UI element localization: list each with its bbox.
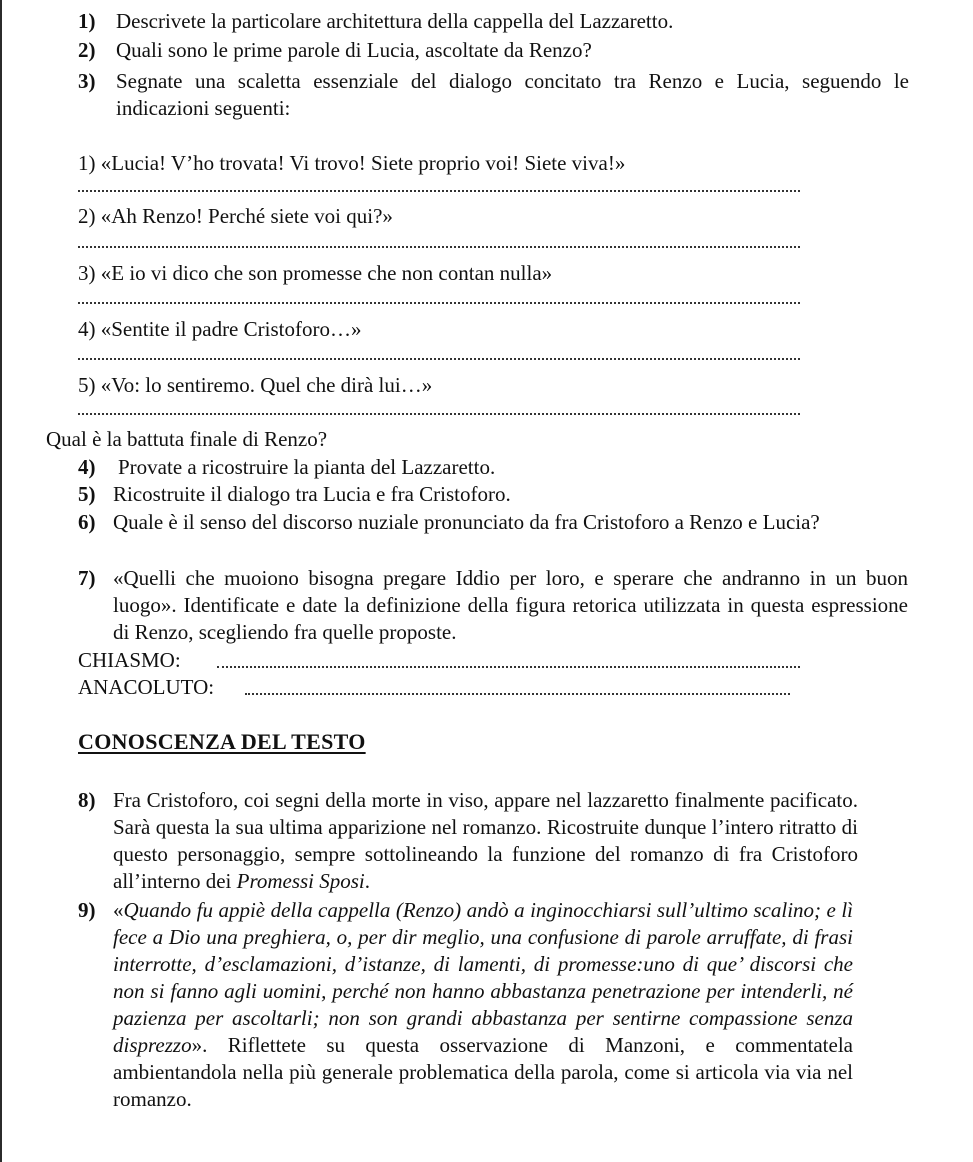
q2-text: Quali sono le prime parole di Lucia, ascoltate da Renzo?	[116, 38, 592, 62]
answer-line[interactable]	[78, 302, 800, 304]
dialogue-number: 5)	[78, 373, 96, 397]
dialogue-quote: «E io vi dico che son promesse che non contan nulla»	[100, 261, 553, 285]
dialogue-quote: «Ah Renzo! Perché siete voi qui?»	[100, 204, 393, 228]
q7-text: «Quelli che muoiono bisogna pregare Iddio per loro, e sperare che andranno in un buon luogo». Identificate e date la definizione della figura retorica utilizzata in questa espressione di Renzo, scegliendo fra quelle proposte.	[113, 566, 908, 644]
final-question: Qual è la battuta finale di Renzo?	[46, 427, 328, 451]
q8-number: 8)	[78, 788, 96, 812]
option-chiasmo: CHIASMO:	[78, 648, 181, 672]
dialogue-number: 1)	[78, 151, 96, 175]
q9-rest: ». Riflettete su questa osservazione di Manzoni, e commentatela ambientandola nella più generale problematica della parola, come si articola via via nel romanzo.	[113, 1033, 853, 1111]
q8-text-a: Fra Cristoforo, coi segni della morte in viso, appare nel lazzaretto finalmente pacificato. Sarà questa la sua ultima apparizione nel romanzo. Ricostruite dunque l’intero ritratto di questo personaggio, sempre sottolineando la funzione del romanzo di fra Cristoforo all’interno dei	[113, 788, 858, 893]
q5-text: Ricostruite il dialogo tra Lucia e fra Cristoforo.	[113, 482, 511, 506]
q6-number: 6)	[78, 510, 96, 534]
q1-text: Descrivete la particolare architettura della cappella del Lazzaretto.	[116, 9, 674, 33]
option-anacoluto: ANACOLUTO:	[78, 675, 215, 699]
answer-line[interactable]	[78, 358, 800, 360]
answer-line[interactable]	[217, 666, 800, 668]
dialogue-quote: «Lucia! V’ho trovata! Vi trovo! Siete proprio voi! Siete viva!»	[100, 151, 626, 175]
q4-text: Provate a ricostruire la pianta del Lazzaretto.	[118, 455, 496, 479]
section-heading: CONOSCENZA DEL TESTO	[78, 729, 366, 754]
dialogue-line	[78, 260, 552, 287]
q9-number: 9)	[78, 898, 96, 922]
answer-line[interactable]	[78, 190, 800, 192]
dialogue-line	[78, 372, 432, 399]
q8-text	[113, 787, 858, 895]
dialogue-number: 3)	[78, 261, 96, 285]
q4-number: 4)	[78, 455, 96, 479]
answer-line[interactable]	[245, 693, 790, 695]
dialogue-line	[78, 203, 393, 230]
answer-line[interactable]	[78, 413, 800, 415]
dialogue-line	[78, 316, 361, 343]
q3-number: 3)	[78, 69, 96, 93]
left-edge-bar	[0, 0, 2, 1162]
q1-number: 1)	[78, 9, 96, 33]
answer-line[interactable]	[78, 246, 800, 248]
q9-open-quote: «	[113, 898, 124, 922]
q8-text-b: .	[364, 869, 371, 893]
q5-number: 5)	[78, 482, 96, 506]
q2-number: 2)	[78, 38, 96, 62]
q9-text	[113, 897, 853, 1113]
q3-text: Segnate una scaletta essenziale del dialogo concitato tra Renzo e Lucia, seguendo le indicazioni seguenti:	[116, 69, 909, 120]
q9-quote: Quando fu appiè della cappella (Renzo) andò a inginocchiarsi sull’ultimo scalino; e lì fece a Dio una preghiera, o, per dir meglio, una confusione di parole arruffate, di frasi interrotte, d’esclamazioni, d’istanze, di lamenti, di promesse:uno di que’ discorsi che non si fanno agli uomini, perché non hanno abbastanza penetrazione per intenderli, né pazienza per ascoltarli; non son grandi abbastanza per sentirne compassione senza disprezzo	[113, 898, 853, 1057]
q7-number: 7)	[78, 566, 96, 590]
q6-text: Quale è il senso del discorso nuziale pronunciato da fra Cristoforo a Renzo e Lucia?	[113, 510, 820, 534]
q8-book-title: Promessi Sposi	[236, 869, 365, 893]
dialogue-line	[78, 150, 625, 177]
dialogue-quote: «Vo: lo sentiremo. Quel che dirà lui…»	[100, 373, 433, 397]
dialogue-number: 4)	[78, 317, 96, 341]
dialogue-quote: «Sentite il padre Cristoforo…»	[100, 317, 362, 341]
dialogue-number: 2)	[78, 204, 96, 228]
